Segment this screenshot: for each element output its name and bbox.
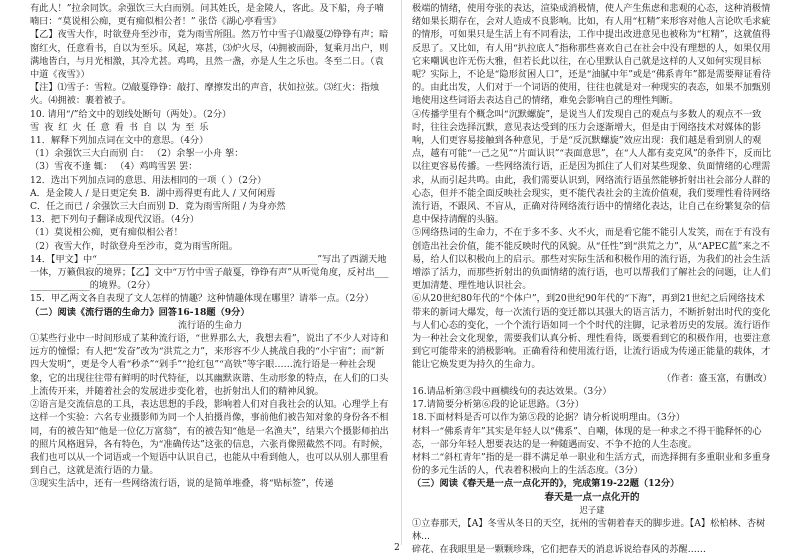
q12: 12．选出下列加点词的意思、用法相同的一项（ ）（2分） — [30, 174, 267, 186]
essay-para-2: ②语言是交流信息的工具，表达思想的手段，影响着人们对自我社会的认知。心理学上有这样一个实验：六名专业摄影师为同一个人拍摄肖像，事前他们被告知对象的身份各不相同，有的被告知“他是一位亿万富翁”，有的被告知“他是一名渔夫”，结果六个摄影师拍出的照片风格迥异，各有特色，为“准确传达”这张的信息，六张肖像照截然不同。有时候，我们也可以从一个词语或一个短语中认识自己，也能从中看到他人，也可以从别人那里看到自己，这就是流行语的力量。 — [30, 399, 389, 477]
essay-para-3-cont: 极端的情绪，使用夸张的表达，渲染成消极情，使人产生焦虑和悲观的心态，这种消极情绪如果长期存在，会对人造成不良影响。比如，有人用“杠精”来形容对他人言论吹毛求疵的情形，可如果只是生活上有不同看法，工作中提出改进意见也被称为“杠精”，这就值得反思了。又比如，有人用“扒拉底人”指称那些喜欢自己在社会中没有理想的人，如果仅用它来嘲讽也许无伤大雅，但若长此以往，在心里默认自己就是这样的人又如何实现目标呢？实际上，不论是“隐形贫困人口”，还是“油腻中年”或是“佛系青年”都是需要辩证看待的。由此出发，人们对于一个词语的使用，往往也就是对一种现实的表态，如果不加甄别地使用这些词语去表达自己的情绪，难免会影响自己的理性判断。 — [412, 3, 771, 107]
spring-para-1-cont: 碎花、在我眼里是一颗颗珍珠，它们把春天的消息诉说给春风的苏醒…… — [412, 544, 706, 556]
yi-passage: 【乙】夜雪大作，时欲登舟至沙市，竟为雨雪所阻。然万竹中雪子⑴敲戛⑵铮铮有声；暗窗红火，任意看书，自以为至乐。风起，寒甚，⑶炉火尽，⑷拥被而卧，复乘月出户，则满地皆白，与月光相激，其冷尤甚。鸡鸣，且然一盏，亦是人生之乐也。冬至二日。（袁中道《夜雪》） — [30, 29, 389, 81]
q18-material-1: 材料一“佛系青年”其实是年轻人以“佛系”、自嘲，体现的是一种求之不得干脆释怀的心态，一部分年轻人想要表达的是一种随遇而安、不争不抢的人生态度。 — [412, 425, 762, 450]
q12-cd: C．任之而已 / 余强饮三大白而别 D．竟为雨雪所阻 / 为身亦然 — [30, 201, 286, 213]
q18: 18.下面材料是否可以作为第⑤段的论据？请分析说明理由。（3分） — [412, 412, 686, 424]
essay-para-6: ⑥从20世纪80年代的“个体户”，到20世纪90年代的“下海”，再到21世纪之后网络技术带来的新词大爆发，每一次流行语的变迁都以其强大的语言活力，不断折射出时代的变化与人们心态的变化，一个个流行语如同一个个时代的注脚，记录着历史的发展。流行语作为一种社会文化现象，需要我们认真分析、理性看待，既要看到它的积极作用，也要注意到它可能带来的消极影响。正确看待和使用流行语，让流行语成为传递正能量的载体，才能让它焕发更为持久的生命力。 — [412, 293, 771, 371]
essay-para-1: ①某些行业中一时间形成了某种流行语，“世界那么大，我想去看”，说出了不少人对诗和远方的憧憬；有人把“发奋”改为“洪荒之力”，来形容不少人挑战自我的“小宇宙”；而“新四大发明”，更是令人看“秒杀”“剁手”“抢红包”“高铁”等字眼……流行语是一种社会现象，它的出现往往带有鲜明的时代特征，以其幽默诙谐、生动形象的特点，在人们的口头上流传开来，并随着社会的发展进步变化着，也折射出人们的精神风貌。 — [30, 333, 389, 397]
q10-sentence: 雪 夜 红 火 任 意 看 书 自 以 为 至 乐 — [30, 121, 210, 133]
hxt-closing: 有此人！”拉余同饮。余强饮三大白而别。问其姓氏，是金陵人，客此。及下船，舟子喃喃曰：“莫说相公痴，更有痴似相公者！” 张岱《湖心亭看雪》 — [30, 3, 384, 28]
q14: 14．【甲文】中“________________________________________________”写出了西湖天地一体，万籁俱寂的境界；【乙】文中“万竹中雪子敲戛，铮铮有声”从听觉角度，反衬出________________的境界。（2分） — [30, 253, 389, 292]
section-2-title: （二）阅读《流行语的生命力》回答16-18题（9分） — [30, 306, 250, 318]
q18-material-2: 材料二“斜杠青年”指的是一群不满足单一职业和生活方式，而选择拥有多重职业和多重身份的多元生活的人，代表着积极向上的生活态度。（3分） — [412, 451, 771, 477]
column-divider — [401, 0, 402, 545]
spring-para-1: ①立春那天，【A】冬雪从冬日的天空，抚州的雪朝着春天的脚步进。【A】松柏林、杏树林... — [412, 517, 766, 543]
q11: 11．解释下列加点词在文中的意思。（4分） — [30, 135, 209, 147]
page-number: 2 — [394, 543, 400, 553]
yi-notes: 【注】⑴雪子：雪粒。⑵敲戛铮铮：敲打、摩擦发出的声音，状如拉弦。⑶红火：指烛火。⑷拥被：裹着被子。 — [30, 82, 380, 107]
q13-2: （2）夜雪大作，时欲登舟至沙市，竟为雨雪所阻。 — [30, 240, 238, 252]
essay-title: 流行语的生命力 — [177, 319, 243, 331]
q11-row1: （1）余强饮三大白而别 白： （2）余挐一小舟 挐： — [30, 148, 244, 160]
spring-author: 迟子建 — [579, 504, 605, 515]
q12-ab: A．是金陵人 / 是日更定矣 B．湖中焉得更有此人 / 又何闲焉 — [30, 187, 276, 199]
essay-para-5: ⑤网络热词的生命力，不在于多不多、火不火，而是看它能不能引人发笑，而在于有没有创造出社会价值，能不能反映时代的风貌。从“任性”到“洪荒之力”，从“APEC蓝”来之不易，给人们以积极向上的启示。那些对实际生活和积极作用的流行语，为我们的社会生活增添了活力，而那些折射出的负面情绪的流行语，也可以帮我们了解社会的问题，让人们更加清楚、理性地认识社会。 — [412, 227, 771, 292]
q17: 17.请简要分析第⑥段的论证思路。（3分） — [412, 399, 585, 411]
q13: 13．把下列句子翻译成现代汉语。（4分） — [30, 214, 200, 226]
left-column — [30, 2, 390, 491]
q11-row2: （3）雪夜不逢 辄： （4）鸡鸣雪罢 罢： — [30, 161, 198, 173]
section-3-title: （三）阅读《春天是一点一点化开的》，完成第19-22题（12分） — [412, 478, 680, 490]
q13-1: （1）莫说相公痴，更有痴似相公者！ — [30, 227, 183, 239]
spring-title: 春天是一点一点化开的 — [544, 491, 640, 503]
q10: 10. 请用“/”给文中的划线处断句（两处）。（2分） — [30, 108, 232, 120]
essay-para-4: ④传播学里有个概念叫“沉默螺旋”，是说当人们发现自己的观点与多数人的观点不一致时，往往会选择沉默，意见表达受到的压力会逐渐增大，但是由于网络技术对媒体的影响，人们更容易接触到各种意见，于是“反沉默螺旋”效应出现：我们越是看到别人的观点，越有可能“一己之见”“片面认识”“表面意思”，在“人人都有麦克风”的条件下，反而比以往更容易传播。一些网络流行语，正是因为抓住了人们对某些现象、负面情绪的心理需求，从而引起共鸣。由此，我们需要认识到，网络流行语虽然能够折射出社会部分人群的心态，但并不能全面反映社会现实，更不能代表社会的主流价值观，我们要理性看待网络流行语，不跟风、不盲从，正确对待网络流行语中的情绪化表达，让自己在纷繁复杂的信息中保持清醒的头脑。 — [412, 108, 772, 226]
right-column — [412, 2, 772, 557]
essay-author: （作者：盛玉富，有删改） — [661, 372, 772, 384]
essay-para-3-start: ③现实生活中，还有一些网络流行语，说的是简单堆叠，将“贴标签”，传递 — [30, 478, 334, 490]
q15: 15．甲乙两文各自表现了文人怎样的情趣？这种情趣体现在哪里？请举一点。（2分） — [30, 293, 374, 305]
q16: 16.请品析第③段中画横线句的表达效果。（3分） — [412, 385, 612, 397]
